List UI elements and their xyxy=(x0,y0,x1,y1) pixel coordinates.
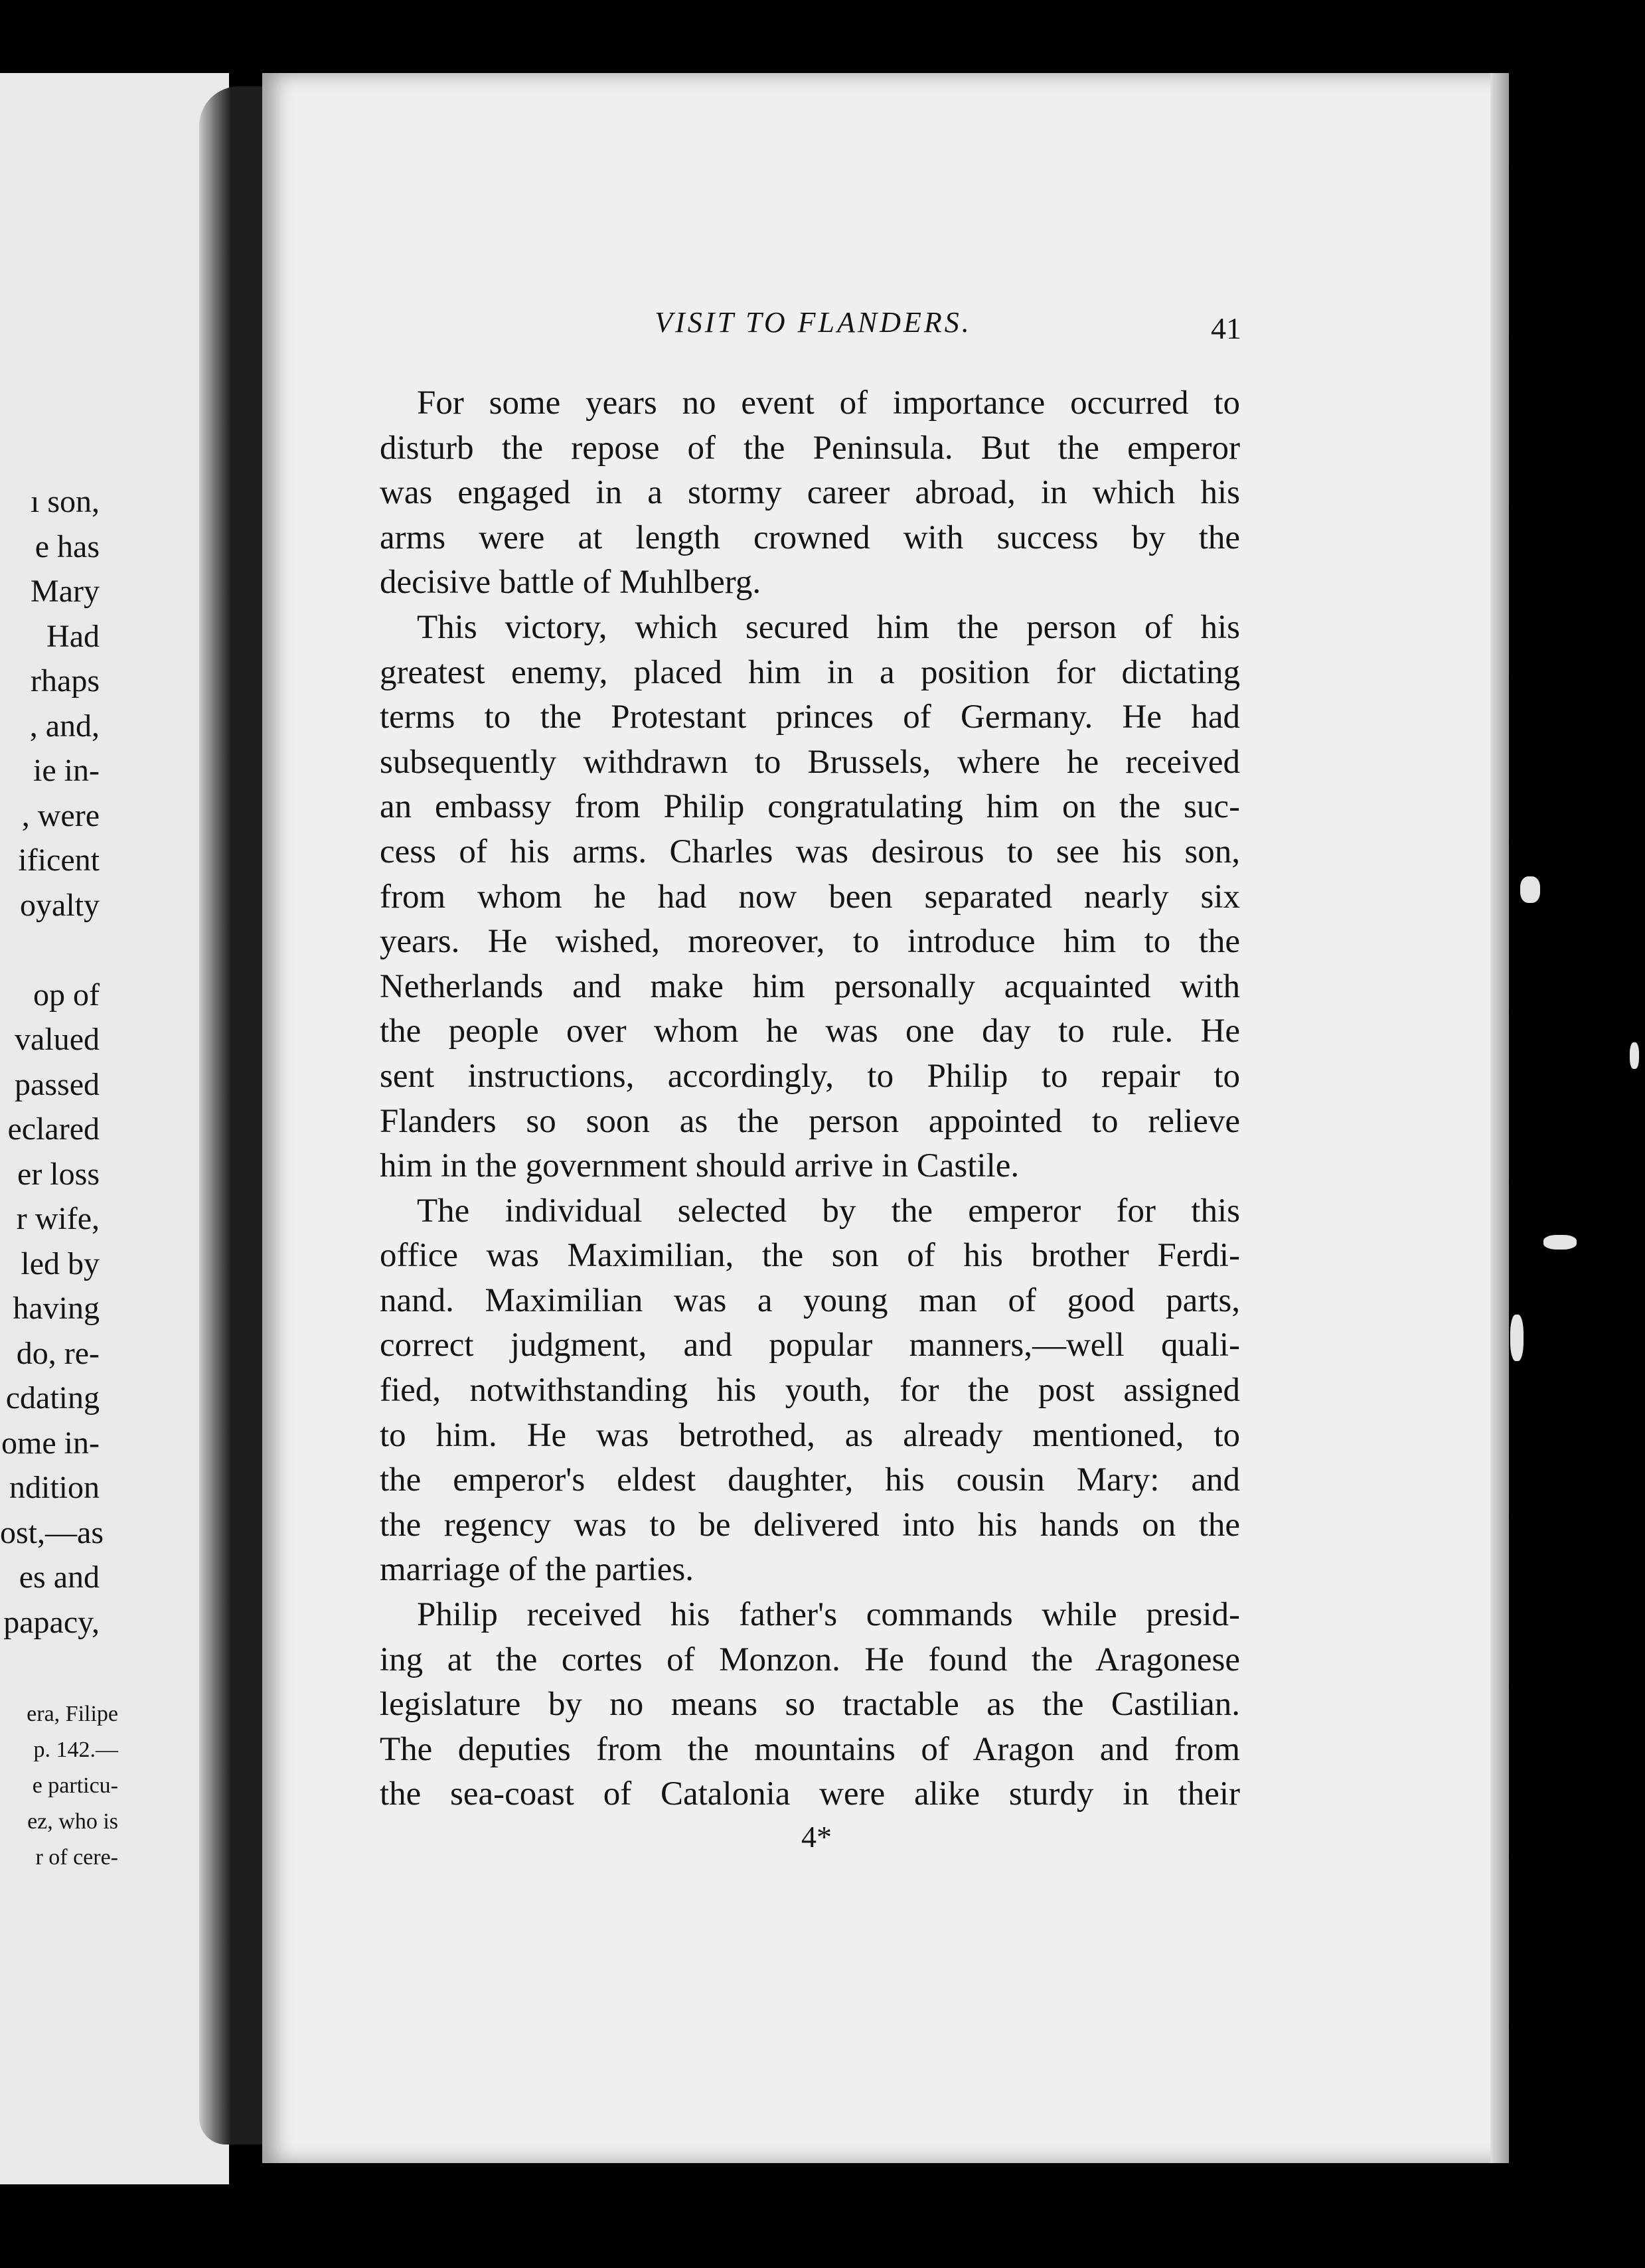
text-line: the sea-coast of Catalonia were alike sturdy in their xyxy=(380,1775,1240,1813)
left-line: ome in- xyxy=(1,1425,100,1461)
text-line: disturb the repose of the Peninsula. But the emperor xyxy=(380,429,1240,467)
left-line: oyalty xyxy=(20,887,100,923)
left-line: es and xyxy=(19,1560,100,1595)
text-line: him in the government should arrive in Castile. xyxy=(380,1147,1020,1185)
left-footnote-line: era, Filipe xyxy=(27,1702,118,1726)
body-text xyxy=(380,381,1240,1817)
text-line: terms to the Protestant princes of Germany. He had xyxy=(380,698,1240,736)
text-line: years. He wished, moreover, to introduce him to the xyxy=(380,923,1240,961)
signature-mark: 4* xyxy=(801,1820,832,1854)
text-line: This victory, which secured him the person of his xyxy=(417,608,1240,646)
left-line: led by xyxy=(21,1246,100,1281)
text-line: Netherlands and make him personally acquainted with xyxy=(380,967,1240,1005)
left-line: op of xyxy=(33,977,100,1012)
text-line: the emperor's eldest daughter, his cousin Mary: and xyxy=(380,1461,1240,1499)
text-line: Flanders so soon as the person appointed to relieve xyxy=(380,1102,1240,1140)
left-line: r wife, xyxy=(16,1201,100,1236)
left-line xyxy=(0,928,100,973)
left-line: , were xyxy=(21,797,100,833)
text-line: The deputies from the mountains of Aragon and from xyxy=(380,1730,1240,1768)
text-line: ing at the cortes of Monzon. He found the Aragonese xyxy=(380,1641,1240,1678)
text-line: arms were at length crowned with success by the xyxy=(380,519,1240,556)
text-line: marriage of the parties. xyxy=(380,1551,694,1589)
left-page-footnotes xyxy=(0,1696,118,1876)
text-line: cess of his arms. Charles was desirous to see his son, xyxy=(380,833,1240,870)
text-line: legislature by no means so tractable as the Castilian. xyxy=(380,1686,1240,1724)
text-line: nand. Maximilian was a young man of good parts, xyxy=(380,1281,1240,1319)
text-line: an embassy from Philip congratulating him on the suc- xyxy=(380,788,1240,826)
left-footnote-line: r of cere- xyxy=(35,1845,118,1870)
left-line: eclared xyxy=(7,1111,100,1147)
running-head: VISIT TO FLANDERS. xyxy=(655,306,972,339)
left-line: valued xyxy=(15,1022,100,1057)
left-line: ificent xyxy=(18,843,100,878)
left-page-text xyxy=(0,479,104,1645)
left-footnote-line: ez, who is xyxy=(27,1809,118,1834)
scan-speck xyxy=(1630,1042,1639,1069)
text-line: decisive battle of Muhlberg. xyxy=(380,564,761,602)
left-line: Mary xyxy=(31,574,100,609)
page-edge xyxy=(1490,73,1509,2163)
text-line: For some years no event of importance occurred to xyxy=(417,384,1240,422)
left-line: rhaps xyxy=(31,663,100,698)
text-line: office was Maximilian, the son of his brother Ferdi- xyxy=(380,1237,1240,1275)
text-line: subsequently withdrawn to Brussels, where he received xyxy=(380,743,1240,781)
left-line: ı son, xyxy=(30,484,100,519)
scan-speck xyxy=(1510,1315,1524,1361)
text-line: the regency was to be delivered into his hands on the xyxy=(380,1506,1240,1544)
left-line: papacy, xyxy=(3,1604,100,1640)
left-line: e has xyxy=(35,528,100,564)
left-line: ie in- xyxy=(33,753,100,788)
left-line: ndition xyxy=(9,1470,100,1505)
text-line: was engaged in a stormy career abroad, in which his xyxy=(380,474,1240,512)
text-line: The individual selected by the emperor for this xyxy=(417,1192,1240,1230)
text-line: correct judgment, and popular manners,—well quali- xyxy=(380,1327,1240,1364)
left-line: er loss xyxy=(17,1156,100,1192)
text-line: Philip received his father's commands while presid- xyxy=(417,1596,1240,1634)
left-page-fragment xyxy=(0,73,229,2184)
text-line: from whom he had now been separated nearly six xyxy=(380,878,1240,916)
page-number: 41 xyxy=(1211,311,1241,345)
text-line: fied, notwithstanding his youth, for the post assigned xyxy=(380,1372,1240,1410)
text-line: greatest enemy, placed him in a position for dictating xyxy=(380,653,1240,691)
left-line: do, re- xyxy=(16,1335,100,1371)
left-line: ost,—as xyxy=(0,1514,104,1550)
left-line: passed xyxy=(15,1066,100,1102)
text-line: sent instructions, accordingly, to Philip to repair to xyxy=(380,1057,1240,1095)
left-footnote-line: p. 142.— xyxy=(33,1738,118,1762)
left-footnote-line: e particu- xyxy=(32,1773,118,1798)
scan-speck xyxy=(1543,1235,1577,1250)
scan-speck xyxy=(1520,876,1540,903)
text-line: to him. He was betrothed, as already mentioned, to xyxy=(380,1416,1240,1454)
left-line: having xyxy=(13,1291,100,1326)
left-line: , and, xyxy=(29,708,100,744)
left-line: cdating xyxy=(5,1380,100,1416)
left-line: Had xyxy=(46,618,100,654)
text-line: the people over whom he was one day to rule. He xyxy=(380,1012,1240,1050)
